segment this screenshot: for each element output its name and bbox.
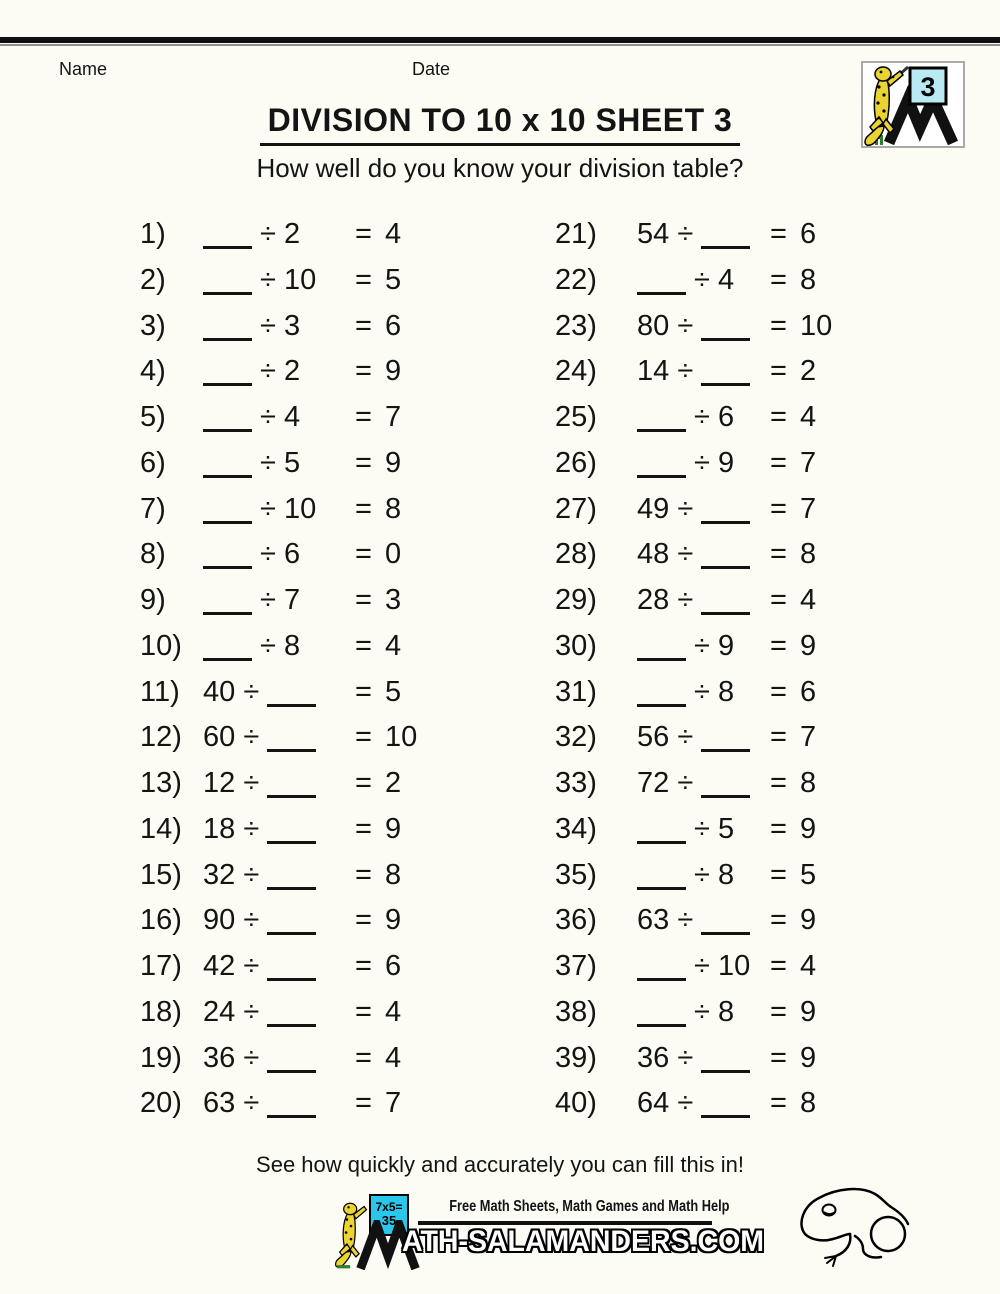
problem-number: 6) [140, 446, 166, 479]
problem-expression: 36 ÷ [637, 1036, 770, 1082]
worksheet-title-text: DIVISION TO 10 x 10 SHEET 3 [260, 102, 741, 146]
equals-sign: = [770, 584, 787, 616]
problem-number: 35) [555, 858, 597, 891]
equals-sign: = [355, 629, 372, 662]
problem-row [140, 715, 417, 761]
problem-answer: 0 [385, 538, 402, 571]
problem-answer: 6 [800, 675, 817, 708]
problem-answer: 9 [800, 629, 817, 662]
problem-row [140, 258, 417, 304]
answer-blank [637, 694, 686, 707]
equals-sign: = [355, 309, 372, 342]
problem-answer: 4 [385, 218, 402, 250]
problem-expression: 12 ÷ [203, 761, 355, 807]
equals-sign: = [770, 218, 787, 250]
problem-answer: 4 [800, 584, 817, 616]
problem-number: 9) [140, 584, 166, 616]
answer-blank [701, 556, 750, 569]
problem-row [555, 898, 832, 944]
equals-sign: = [355, 446, 372, 479]
problem-number: 22) [555, 263, 597, 296]
problem-expression: 54 ÷ [637, 212, 770, 258]
equals-sign: = [770, 767, 787, 799]
problem-row [555, 212, 832, 258]
problem-number: 36) [555, 904, 597, 937]
problem-row [140, 761, 417, 807]
equals-sign: = [355, 218, 372, 250]
equals-sign: = [355, 767, 372, 799]
answer-blank [203, 328, 252, 341]
answer-blank [203, 373, 252, 386]
footer-logo [330, 1192, 765, 1274]
problem-answer: 10 [800, 309, 833, 342]
problem-answer: 8 [800, 1087, 817, 1120]
problem-expression: ÷ 9 [637, 624, 770, 670]
equals-sign: = [355, 812, 372, 845]
problem-number: 16) [140, 904, 182, 937]
problem-number: 4) [140, 355, 166, 388]
problem-number: 13) [140, 767, 182, 799]
problem-answer: 9 [800, 904, 817, 937]
problem-number: 33) [555, 767, 597, 799]
equals-sign: = [770, 995, 787, 1028]
problem-answer: 4 [385, 995, 402, 1028]
problem-expression: 28 ÷ [637, 578, 770, 624]
problem-row [555, 395, 832, 441]
problem-row [140, 853, 417, 899]
problem-row [555, 715, 832, 761]
equals-sign: = [355, 401, 372, 433]
problem-expression: ÷ 8 [637, 990, 770, 1036]
equals-sign: = [770, 675, 787, 708]
problem-number: 29) [555, 584, 597, 616]
problem-row [140, 212, 417, 258]
equals-sign: = [770, 812, 787, 845]
answer-blank [203, 236, 252, 249]
equals-sign: = [355, 584, 372, 616]
equals-sign: = [355, 355, 372, 388]
top-divider-rule [0, 37, 1000, 46]
equals-sign: = [770, 721, 787, 754]
problem-expression: 36 ÷ [203, 1036, 355, 1082]
problem-answer: 5 [385, 675, 402, 708]
answer-blank [701, 922, 750, 935]
answer-blank [267, 877, 316, 890]
problem-number: 31) [555, 675, 597, 708]
problem-expression: 18 ÷ [203, 807, 355, 853]
equals-sign: = [355, 1041, 372, 1074]
problem-expression: ÷ 6 [637, 395, 770, 441]
equals-sign: = [355, 263, 372, 296]
problem-number: 26) [555, 446, 597, 479]
problem-answer: 6 [385, 309, 402, 342]
equals-sign: = [355, 721, 372, 754]
chalkboard-line2: 35 [381, 1213, 397, 1228]
equals-sign: = [770, 538, 787, 571]
problem-row [140, 441, 417, 487]
answer-blank [637, 648, 686, 661]
problem-answer: 9 [385, 812, 402, 845]
equals-sign: = [770, 950, 787, 982]
equals-sign: = [355, 492, 372, 525]
problem-expression: ÷ 10 [637, 944, 770, 990]
problem-expression: 72 ÷ [637, 761, 770, 807]
footer-tagline: Free Math Sheets, Math Games and Math Help [449, 1198, 730, 1215]
answer-blank [701, 739, 750, 752]
equals-sign: = [355, 950, 372, 982]
equals-sign: = [770, 1041, 787, 1074]
answer-blank [637, 877, 686, 890]
problem-row [140, 395, 417, 441]
problem-row [140, 1036, 417, 1082]
problem-row [555, 944, 832, 990]
problem-answer: 4 [385, 1041, 402, 1074]
problem-answer: 8 [385, 492, 402, 525]
problem-row [140, 990, 417, 1036]
problem-row [555, 441, 832, 487]
problem-row [140, 532, 417, 578]
equals-sign: = [770, 263, 787, 296]
footer-note: See how quickly and accurately you can fill this in! [256, 1152, 744, 1177]
equals-sign: = [770, 492, 787, 525]
equals-sign: = [770, 1087, 787, 1120]
answer-blank [267, 1060, 316, 1073]
problem-expression: ÷ 7 [203, 578, 355, 624]
equals-sign: = [770, 309, 787, 342]
equals-sign: = [355, 1087, 372, 1120]
equals-sign: = [770, 355, 787, 388]
problem-number: 32) [555, 721, 597, 754]
problem-number: 30) [555, 629, 597, 662]
top-divider-thick-line [0, 37, 1000, 43]
problem-answer: 9 [800, 995, 817, 1028]
problem-expression: 48 ÷ [637, 532, 770, 578]
problem-expression: 24 ÷ [203, 990, 355, 1036]
problem-expression: 64 ÷ [637, 1081, 770, 1127]
problem-row [140, 624, 417, 670]
answer-blank [701, 785, 750, 798]
answer-blank [637, 465, 686, 478]
answer-blank [701, 328, 750, 341]
problem-row [555, 807, 832, 853]
problem-number: 23) [555, 309, 597, 342]
answer-blank [701, 602, 750, 615]
problem-number: 12) [140, 721, 182, 754]
problem-number: 1) [140, 218, 166, 250]
equals-sign: = [355, 538, 372, 571]
problem-expression: ÷ 6 [203, 532, 355, 578]
problem-expression: ÷ 4 [203, 395, 355, 441]
problem-row [555, 761, 832, 807]
problem-answer: 10 [385, 721, 418, 754]
problem-expression: 14 ÷ [637, 349, 770, 395]
problem-answer: 6 [385, 950, 402, 982]
problem-expression: 49 ÷ [637, 487, 770, 533]
problem-row [555, 670, 832, 716]
equals-sign: = [770, 858, 787, 891]
answer-blank [267, 1014, 316, 1027]
problem-number: 2) [140, 263, 166, 296]
problem-expression: ÷ 3 [203, 304, 355, 350]
problem-row [140, 944, 417, 990]
answer-blank [267, 694, 316, 707]
equals-sign: = [770, 446, 787, 479]
problem-row [555, 1036, 832, 1082]
equals-sign: = [355, 904, 372, 937]
problems-column-right [555, 212, 832, 1127]
problem-number: 18) [140, 995, 182, 1028]
problem-row [555, 258, 832, 304]
equals-sign: = [355, 858, 372, 891]
answer-blank [637, 831, 686, 844]
problem-row [555, 1081, 832, 1127]
problem-answer: 2 [800, 355, 817, 388]
equals-sign: = [770, 904, 787, 937]
answer-blank [701, 236, 750, 249]
name-label: Name [59, 59, 108, 79]
problem-number: 8) [140, 538, 166, 571]
problem-answer: 7 [800, 721, 817, 754]
problem-answer: 7 [385, 401, 402, 433]
problem-row [555, 990, 832, 1036]
problem-answer: 5 [800, 858, 817, 891]
problem-answer: 7 [800, 492, 817, 525]
answer-blank [203, 419, 252, 432]
problem-expression: ÷ 8 [637, 670, 770, 716]
problem-number: 34) [555, 812, 597, 845]
problem-expression: ÷ 4 [637, 258, 770, 304]
problem-answer: 2 [385, 767, 402, 799]
problem-expression: ÷ 2 [203, 349, 355, 395]
problem-expression: ÷ 10 [203, 258, 355, 304]
answer-blank [701, 1060, 750, 1073]
answer-blank [267, 739, 316, 752]
problem-answer: 8 [800, 538, 817, 571]
sheet-number-text: 3 [920, 72, 936, 102]
problem-answer: 6 [800, 218, 817, 250]
answer-blank [203, 282, 252, 295]
problem-number: 21) [555, 218, 597, 250]
problem-answer: 8 [800, 767, 817, 799]
problem-row [140, 578, 417, 624]
answer-blank [701, 511, 750, 524]
problem-answer: 9 [385, 904, 402, 937]
problem-answer: 4 [800, 401, 817, 433]
problem-answer: 8 [800, 263, 817, 296]
answer-blank [701, 1105, 750, 1118]
problem-number: 27) [555, 492, 597, 525]
chalkboard-line1: 7x5= [375, 1200, 403, 1214]
worksheet-title [0, 102, 1000, 146]
answer-blank [203, 602, 252, 615]
answer-blank [203, 648, 252, 661]
problem-row [555, 304, 832, 350]
problem-expression: ÷ 5 [203, 441, 355, 487]
answer-blank [701, 373, 750, 386]
problem-number: 11) [140, 675, 180, 708]
problem-expression: 40 ÷ [203, 670, 355, 716]
problem-expression: ÷ 8 [637, 853, 770, 899]
problem-answer: 4 [385, 629, 402, 662]
problem-answer: 9 [800, 1041, 817, 1074]
answer-blank [637, 968, 686, 981]
problem-expression: 63 ÷ [637, 898, 770, 944]
problem-expression: ÷ 10 [203, 487, 355, 533]
problem-number: 10) [140, 629, 182, 662]
worksheet-subtitle: How well do you know your division table? [256, 153, 744, 183]
problems-column-left [140, 212, 417, 1127]
answer-blank [637, 419, 686, 432]
problem-number: 17) [140, 950, 182, 982]
answer-blank [267, 785, 316, 798]
problem-row [140, 670, 417, 716]
answer-blank [267, 922, 316, 935]
problem-number: 25) [555, 401, 597, 433]
frog-icon [795, 1168, 913, 1273]
problem-answer: 8 [385, 858, 402, 891]
problem-row [140, 349, 417, 395]
problem-answer: 5 [385, 263, 402, 296]
problem-answer: 9 [385, 446, 402, 479]
problem-number: 19) [140, 1041, 182, 1074]
problem-row [140, 304, 417, 350]
problem-expression: ÷ 5 [637, 807, 770, 853]
problem-row [555, 487, 832, 533]
answer-blank [203, 465, 252, 478]
problem-expression: 80 ÷ [637, 304, 770, 350]
date-label: Date [412, 59, 451, 79]
problem-expression: 32 ÷ [203, 853, 355, 899]
answer-blank [203, 511, 252, 524]
problem-number: 40) [555, 1087, 597, 1120]
problem-row [140, 807, 417, 853]
problem-number: 39) [555, 1041, 597, 1074]
site-wordmark: ATH-SALAMANDERS.COM [402, 1225, 765, 1258]
problem-row [555, 624, 832, 670]
problem-row [555, 578, 832, 624]
problem-row [555, 349, 832, 395]
problem-number: 5) [140, 401, 166, 433]
problem-expression: ÷ 8 [203, 624, 355, 670]
problem-row [555, 853, 832, 899]
problem-expression: ÷ 2 [203, 212, 355, 258]
answer-blank [637, 282, 686, 295]
problem-expression: 90 ÷ [203, 898, 355, 944]
problem-expression: 60 ÷ [203, 715, 355, 761]
problem-number: 24) [555, 355, 597, 388]
answer-blank [267, 831, 316, 844]
problem-answer: 3 [385, 584, 402, 616]
problem-expression: ÷ 9 [637, 441, 770, 487]
equals-sign: = [770, 629, 787, 662]
problem-row [140, 487, 417, 533]
answer-blank [637, 1014, 686, 1027]
problem-answer: 7 [385, 1087, 402, 1120]
top-divider-thin-line [0, 44, 1000, 46]
equals-sign: = [770, 401, 787, 433]
problem-expression: 63 ÷ [203, 1081, 355, 1127]
problem-number: 37) [555, 950, 597, 982]
problem-answer: 9 [385, 355, 402, 388]
problem-expression: 56 ÷ [637, 715, 770, 761]
answer-blank [203, 556, 252, 569]
problem-number: 7) [140, 492, 166, 525]
problem-number: 3) [140, 309, 166, 342]
problem-expression: 42 ÷ [203, 944, 355, 990]
problem-number: 15) [140, 858, 182, 891]
problem-number: 14) [140, 812, 182, 845]
equals-sign: = [355, 995, 372, 1028]
problem-answer: 9 [800, 812, 817, 845]
problem-row [140, 1081, 417, 1127]
problem-answer: 4 [800, 950, 817, 982]
problem-row [555, 532, 832, 578]
problem-row [140, 898, 417, 944]
problem-number: 38) [555, 995, 597, 1028]
answer-blank [267, 968, 316, 981]
equals-sign: = [355, 675, 372, 708]
problem-answer: 7 [800, 446, 817, 479]
problem-number: 20) [140, 1087, 182, 1120]
problem-number: 28) [555, 538, 597, 571]
answer-blank [267, 1105, 316, 1118]
